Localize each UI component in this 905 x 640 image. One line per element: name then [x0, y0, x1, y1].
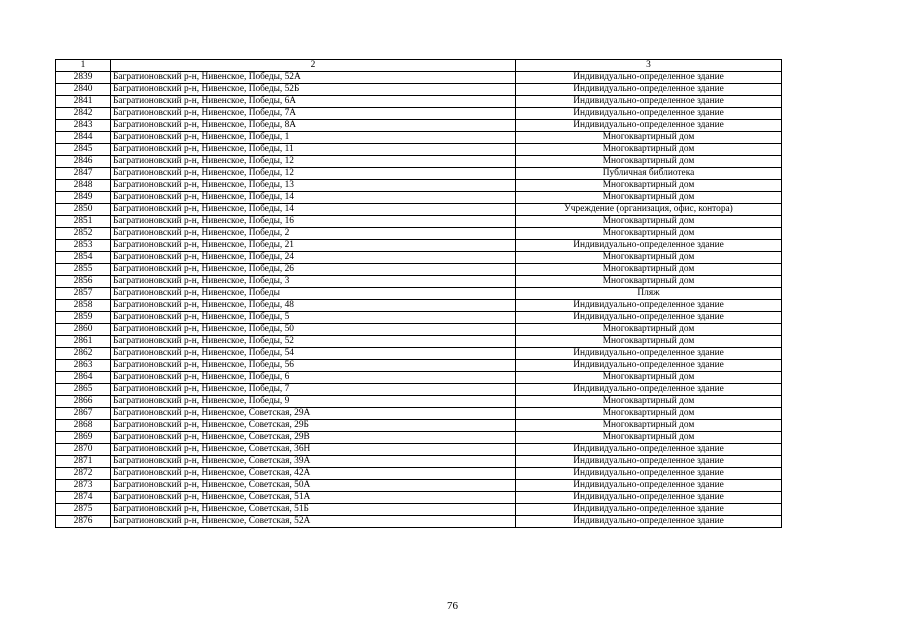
row-address: Багратионовский р-н, Нивенское, Победы, 21	[111, 240, 516, 252]
row-address: Багратионовский р-н, Нивенское, Победы, 52	[111, 336, 516, 348]
row-object-type: Индивидуально-определенное здание	[516, 108, 782, 120]
table-row	[56, 144, 782, 156]
row-object-type: Многоквартирный дом	[516, 156, 782, 168]
row-number: 2872	[56, 468, 111, 480]
row-object-type: Индивидуально-определенное здание	[516, 504, 782, 516]
row-address: Багратионовский р-н, Нивенское, Победы, 1	[111, 132, 516, 144]
table-row	[56, 132, 782, 144]
row-address: Багратионовский р-н, Нивенское, Советская, 39А	[111, 456, 516, 468]
row-object-type: Индивидуально-определенное здание	[516, 480, 782, 492]
row-object-type: Индивидуально-определенное здание	[516, 312, 782, 324]
table-row	[56, 336, 782, 348]
table-row	[56, 228, 782, 240]
row-address: Багратионовский р-н, Нивенское, Победы, 6	[111, 372, 516, 384]
table-row	[56, 96, 782, 108]
row-address: Багратионовский р-н, Нивенское, Победы, 56	[111, 360, 516, 372]
row-object-type: Индивидуально-определенное здание	[516, 516, 782, 528]
table-row	[56, 432, 782, 444]
row-object-type: Многоквартирный дом	[516, 276, 782, 288]
table-row	[56, 324, 782, 336]
table-row	[56, 360, 782, 372]
row-address: Багратионовский р-н, Нивенское, Советская, 29Б	[111, 420, 516, 432]
row-number: 2854	[56, 252, 111, 264]
table-row	[56, 384, 782, 396]
row-number: 2839	[56, 72, 111, 84]
row-object-type: Многоквартирный дом	[516, 372, 782, 384]
row-object-type: Многоквартирный дом	[516, 132, 782, 144]
row-object-type: Пляж	[516, 288, 782, 300]
row-number: 2860	[56, 324, 111, 336]
table-row	[56, 84, 782, 96]
row-object-type: Многоквартирный дом	[516, 216, 782, 228]
row-object-type: Индивидуально-определенное здание	[516, 240, 782, 252]
table-row	[56, 372, 782, 384]
row-number: 2875	[56, 504, 111, 516]
row-object-type: Многоквартирный дом	[516, 420, 782, 432]
row-object-type: Многоквартирный дом	[516, 336, 782, 348]
row-address: Багратионовский р-н, Нивенское, Победы, 12	[111, 168, 516, 180]
row-object-type: Многоквартирный дом	[516, 264, 782, 276]
row-object-type: Многоквартирный дом	[516, 192, 782, 204]
table-row	[56, 120, 782, 132]
row-address: Багратионовский р-н, Нивенское, Советская, 52А	[111, 516, 516, 528]
row-address: Багратионовский р-н, Нивенское, Победы, 14	[111, 204, 516, 216]
row-address: Багратионовский р-н, Нивенское, Победы, 11	[111, 144, 516, 156]
row-address: Багратионовский р-н, Нивенское, Победы, 6А	[111, 96, 516, 108]
row-number: 2848	[56, 180, 111, 192]
row-object-type: Индивидуально-определенное здание	[516, 360, 782, 372]
row-address: Багратионовский р-н, Нивенское, Победы, 50	[111, 324, 516, 336]
row-number: 2840	[56, 84, 111, 96]
row-object-type: Индивидуально-определенное здание	[516, 456, 782, 468]
table-row	[56, 288, 782, 300]
row-number: 2870	[56, 444, 111, 456]
row-address: Багратионовский р-н, Нивенское, Победы, 54	[111, 348, 516, 360]
table-row	[56, 408, 782, 420]
row-address: Багратионовский р-н, Нивенское, Победы, 16	[111, 216, 516, 228]
row-number: 2853	[56, 240, 111, 252]
row-number: 2876	[56, 516, 111, 528]
table-row	[56, 108, 782, 120]
row-address: Багратионовский р-н, Нивенское, Победы, 52Б	[111, 84, 516, 96]
row-number: 2874	[56, 492, 111, 504]
row-object-type: Многоквартирный дом	[516, 252, 782, 264]
column-header-2: 2	[111, 60, 516, 72]
table-row	[56, 420, 782, 432]
column-header-3: 3	[516, 60, 782, 72]
table-row	[56, 252, 782, 264]
row-object-type: Многоквартирный дом	[516, 432, 782, 444]
table-row	[56, 348, 782, 360]
row-address: Багратионовский р-н, Нивенское, Победы, 7А	[111, 108, 516, 120]
table-row	[56, 204, 782, 216]
column-header-1: 1	[56, 60, 111, 72]
row-object-type: Многоквартирный дом	[516, 324, 782, 336]
row-number: 2869	[56, 432, 111, 444]
table-row	[56, 240, 782, 252]
row-address: Багратионовский р-н, Нивенское, Победы, 48	[111, 300, 516, 312]
row-address: Багратионовский р-н, Нивенское, Победы, 24	[111, 252, 516, 264]
row-address: Багратионовский р-н, Нивенское, Победы, 14	[111, 192, 516, 204]
row-number: 2844	[56, 132, 111, 144]
row-number: 2865	[56, 384, 111, 396]
row-number: 2861	[56, 336, 111, 348]
row-number: 2850	[56, 204, 111, 216]
row-address: Багратионовский р-н, Нивенское, Советская, 51Б	[111, 504, 516, 516]
row-number: 2864	[56, 372, 111, 384]
table-row	[56, 264, 782, 276]
table-header-row	[56, 60, 782, 72]
row-address: Багратионовский р-н, Нивенское, Советская, 29В	[111, 432, 516, 444]
row-address: Багратионовский р-н, Нивенское, Советская, 50А	[111, 480, 516, 492]
row-address: Багратионовский р-н, Нивенское, Советская, 36Н	[111, 444, 516, 456]
row-address: Багратионовский р-н, Нивенское, Победы, 52А	[111, 72, 516, 84]
row-address: Багратионовский р-н, Нивенское, Победы, 26	[111, 264, 516, 276]
row-object-type: Индивидуально-определенное здание	[516, 120, 782, 132]
table-row	[56, 504, 782, 516]
row-number: 2847	[56, 168, 111, 180]
table-row	[56, 168, 782, 180]
page-number: 76	[447, 600, 458, 612]
row-number: 2857	[56, 288, 111, 300]
row-object-type: Индивидуально-определенное здание	[516, 492, 782, 504]
table-row	[56, 312, 782, 324]
row-address: Багратионовский р-н, Нивенское, Победы, 3	[111, 276, 516, 288]
row-address: Багратионовский р-н, Нивенское, Победы	[111, 288, 516, 300]
table-row	[56, 180, 782, 192]
row-number: 2855	[56, 264, 111, 276]
registry-table	[55, 59, 782, 528]
row-address: Багратионовский р-н, Нивенское, Победы, 9	[111, 396, 516, 408]
table-row	[56, 156, 782, 168]
row-address: Багратионовский р-н, Нивенское, Победы, 12	[111, 156, 516, 168]
row-address: Багратионовский р-н, Нивенское, Победы, 8А	[111, 120, 516, 132]
row-number: 2852	[56, 228, 111, 240]
table-row	[56, 192, 782, 204]
row-number: 2843	[56, 120, 111, 132]
row-address: Багратионовский р-н, Нивенское, Победы, 2	[111, 228, 516, 240]
row-object-type: Многоквартирный дом	[516, 396, 782, 408]
row-address: Багратионовский р-н, Нивенское, Советская, 51А	[111, 492, 516, 504]
row-number: 2859	[56, 312, 111, 324]
row-object-type: Индивидуально-определенное здание	[516, 444, 782, 456]
row-number: 2862	[56, 348, 111, 360]
table-row	[56, 492, 782, 504]
row-object-type: Многоквартирный дом	[516, 180, 782, 192]
row-number: 2845	[56, 144, 111, 156]
row-address: Багратионовский р-н, Нивенское, Победы, 13	[111, 180, 516, 192]
table-row	[56, 456, 782, 468]
row-number: 2866	[56, 396, 111, 408]
table-body	[56, 60, 782, 528]
row-object-type: Публичная библиотека	[516, 168, 782, 180]
row-object-type: Индивидуально-определенное здание	[516, 468, 782, 480]
row-object-type: Индивидуально-определенное здание	[516, 348, 782, 360]
row-object-type: Многоквартирный дом	[516, 408, 782, 420]
row-object-type: Многоквартирный дом	[516, 144, 782, 156]
row-number: 2841	[56, 96, 111, 108]
row-number: 2871	[56, 456, 111, 468]
row-object-type: Многоквартирный дом	[516, 228, 782, 240]
row-number: 2873	[56, 480, 111, 492]
row-object-type: Индивидуально-определенное здание	[516, 384, 782, 396]
table-row	[56, 516, 782, 528]
row-address: Багратионовский р-н, Нивенское, Советская, 29А	[111, 408, 516, 420]
table-row	[56, 216, 782, 228]
row-number: 2856	[56, 276, 111, 288]
row-number: 2858	[56, 300, 111, 312]
table-row	[56, 396, 782, 408]
row-number: 2868	[56, 420, 111, 432]
row-object-type: Индивидуально-определенное здание	[516, 300, 782, 312]
row-number: 2867	[56, 408, 111, 420]
table-row	[56, 72, 782, 84]
row-object-type: Учреждение (организация, офис, контора)	[516, 204, 782, 216]
table-row	[56, 276, 782, 288]
row-number: 2851	[56, 216, 111, 228]
row-address: Багратионовский р-н, Нивенское, Победы, 7	[111, 384, 516, 396]
row-number: 2846	[56, 156, 111, 168]
row-object-type: Индивидуально-определенное здание	[516, 96, 782, 108]
table-row	[56, 480, 782, 492]
row-object-type: Индивидуально-определенное здание	[516, 72, 782, 84]
row-address: Багратионовский р-н, Нивенское, Советская, 42А	[111, 468, 516, 480]
row-address: Багратионовский р-н, Нивенское, Победы, 5	[111, 312, 516, 324]
table-row	[56, 300, 782, 312]
row-object-type: Индивидуально-определенное здание	[516, 84, 782, 96]
table-row	[56, 444, 782, 456]
table-row	[56, 468, 782, 480]
row-number: 2842	[56, 108, 111, 120]
row-number: 2863	[56, 360, 111, 372]
row-number: 2849	[56, 192, 111, 204]
